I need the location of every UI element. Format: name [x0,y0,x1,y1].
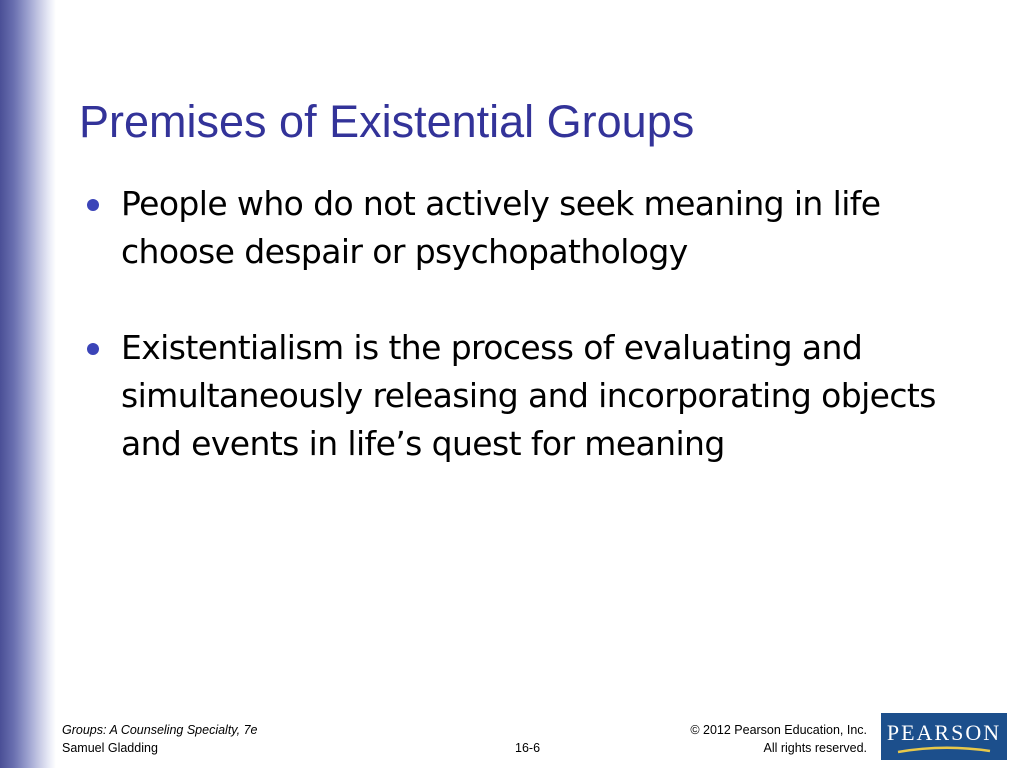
footer-author: Samuel Gladding [62,741,158,755]
bullet-list [80,180,980,516]
pearson-logo [881,713,1007,760]
bullet-item [80,324,980,468]
logo-swoosh-icon [896,746,992,754]
bullet-dot-icon [87,343,99,355]
copyright-text: © 2012 Pearson Education, Inc. [690,723,867,737]
footer-book-info [62,721,257,757]
left-gradient-band [0,0,56,768]
slide-number: 16-6 [515,741,541,755]
footer-book-title: Groups: A Counseling Specialty, 7e [62,723,258,737]
bullet-text: Existentialism is the process of evaluating and simultaneously releasing and incorporating objects and events in life’s quest for meaning [121,328,936,463]
bullet-item [80,180,980,276]
footer-copyright [690,721,867,757]
bullet-text: People who do not actively seek meaning in life choose despair or psychopathology [121,184,881,271]
pearson-logo-text: PEARSON [886,719,1002,745]
bullet-dot-icon [87,199,99,211]
rights-text: All rights reserved. [763,741,867,755]
slide-title: Premises of Existential Groups [79,96,695,147]
